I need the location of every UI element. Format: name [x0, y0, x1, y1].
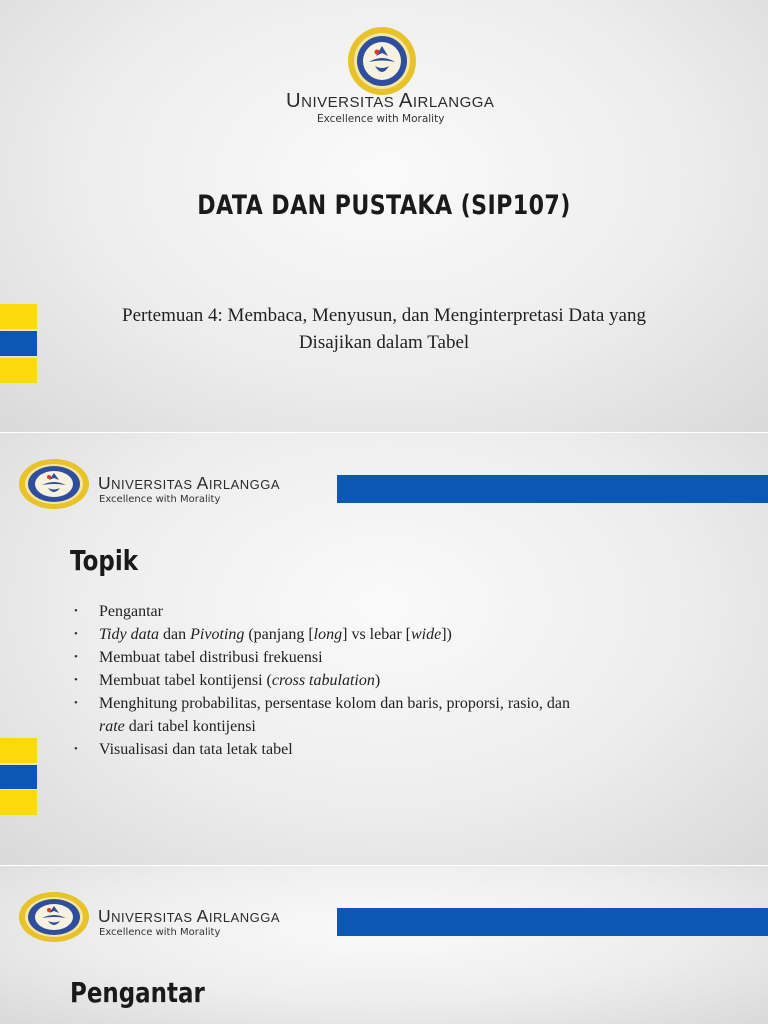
- university-tagline: Excellence with Morality: [99, 927, 221, 938]
- accent-stripe-blue: [0, 765, 37, 789]
- university-name: UNIVERSITAS AIRLANGGA: [286, 90, 495, 112]
- intro-slide: [0, 866, 768, 1024]
- university-wordmark: [286, 90, 494, 125]
- header-accent-bar: [337, 475, 768, 503]
- list-item: • Visualisasi dan tata letak tabel: [72, 738, 682, 761]
- accent-stripe-yellow: [0, 790, 37, 815]
- university-tagline: Excellence with Morality: [317, 113, 445, 125]
- list-item: • Tidy data dan Pivoting (panjang [long] vs lebar [wide]): [72, 623, 682, 646]
- university-wordmark: [98, 473, 280, 505]
- university-wordmark: [98, 906, 280, 938]
- university-seal-icon: [18, 891, 90, 943]
- accent-stripe-yellow: [0, 358, 37, 383]
- university-tagline: Excellence with Morality: [99, 494, 221, 505]
- topic-list: [72, 600, 682, 761]
- list-item: • Pengantar: [72, 600, 682, 623]
- list-item: • Menghitung probabilitas, persentase kolom dan baris, proporsi, rasio, dan rate dari tabel kontijensi: [72, 692, 682, 738]
- accent-stripe-blue: [0, 331, 37, 356]
- university-name: UNIVERSITAS AIRLANGGA: [98, 473, 281, 493]
- list-item: • Membuat tabel kontijensi (cross tabulation): [72, 669, 682, 692]
- university-seal-icon: [18, 458, 90, 510]
- slide-heading: Pengantar: [70, 976, 205, 1009]
- slide-subtitle: [60, 302, 708, 356]
- slide-title: DATA DAN PUSTAKA (SIP107): [197, 190, 571, 221]
- subtitle-line-1: Pertemuan 4: Membaca, Menyusun, dan Menginterpretasi Data yang: [122, 305, 646, 326]
- university-name: UNIVERSITAS AIRLANGGA: [98, 906, 281, 926]
- subtitle-line-2: Disajikan dalam Tabel: [298, 332, 470, 353]
- accent-stripe-yellow: [0, 304, 37, 329]
- list-item: • Membuat tabel distribusi frekuensi: [72, 646, 682, 669]
- topic-slide: [0, 433, 768, 865]
- header-accent-bar: [337, 908, 768, 936]
- accent-stripe-yellow: [0, 738, 37, 763]
- title-slide: [0, 0, 768, 432]
- university-seal-icon: [347, 26, 417, 96]
- slide-heading: Topik: [70, 544, 138, 577]
